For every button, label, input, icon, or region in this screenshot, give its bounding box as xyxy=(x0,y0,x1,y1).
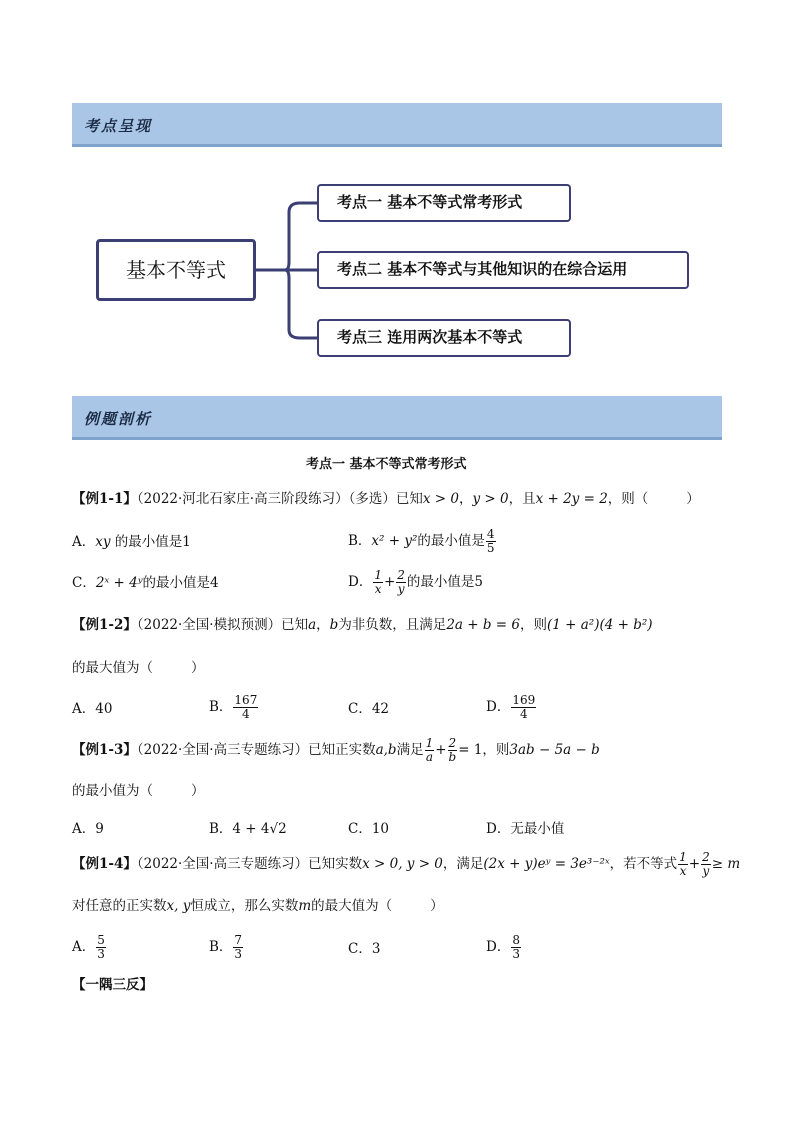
text: ，则 xyxy=(519,617,547,633)
section-banner-liti xyxy=(72,396,722,440)
variable: m xyxy=(298,898,312,914)
condition: x > 0, y > 0 xyxy=(362,856,443,872)
example-source: （2022·全国·高三专题练习）已知实数 xyxy=(136,856,363,872)
example-source: （2022·全国·模拟预测）已知 xyxy=(136,617,309,633)
option-label: C． xyxy=(72,575,96,591)
option-label: D． xyxy=(348,574,373,590)
fraction: $\frac{167}{4}$ xyxy=(234,693,258,721)
option-b xyxy=(348,526,497,556)
example-1-2 xyxy=(72,616,653,634)
text: 的最小值为（ xyxy=(72,783,153,799)
example-source: （2022·全国·高三专题练习）已知正实数 xyxy=(136,742,376,758)
option-b: B．4 + 4√2 xyxy=(209,821,287,837)
condition: x + 2y = 2 xyxy=(535,491,608,507)
text: 满足 xyxy=(396,742,424,758)
mindmap-node-3: 考点三 连用两次基本不等式 xyxy=(317,319,571,357)
example-source: （2022·河北石家庄·高三阶段练习）（多选）已知 xyxy=(136,491,423,507)
option-label: A． xyxy=(72,534,96,550)
text: ，则 xyxy=(482,742,510,758)
condition: y > 0 xyxy=(472,491,509,507)
mindmap-root: 基本不等式 xyxy=(96,239,256,301)
option-d: D． $\frac{1}{x}$ + $\frac{2}{y}$ 的最小值是5 xyxy=(348,568,484,596)
fraction: $\frac{1}{x}$ xyxy=(374,568,382,596)
option-expr: xy xyxy=(95,534,111,550)
fraction: $\frac{7}{3}$ xyxy=(234,933,243,961)
option-text: 的最小值是5 xyxy=(406,574,484,590)
option-b: B． $\frac{167}{4}$ xyxy=(209,693,258,721)
option-c xyxy=(72,574,219,592)
text: ） xyxy=(430,898,444,914)
fraction: $\frac{2}{y}$ xyxy=(397,568,405,596)
option-a xyxy=(72,533,191,551)
variable: a,b xyxy=(375,742,397,758)
example-label: 【例1-2】 xyxy=(72,617,137,633)
example-1-3: 【例1-3】（2022·全国·高三专题练习）已知正实数a,b满足 $\frac{1}{a}$ + $\frac{2}{b}$ = 1，则3ab − 5a − b xyxy=(72,736,600,764)
text: ） xyxy=(191,660,205,676)
text: ，且 xyxy=(508,491,536,507)
option-c: C．3 xyxy=(348,941,381,957)
option-a: A．9 xyxy=(72,821,104,837)
fraction: $\frac{169}{4}$ xyxy=(512,693,536,721)
text: ， xyxy=(316,617,330,633)
variable: x, y xyxy=(166,898,191,914)
example-1-1: 【例1-1】（2022·河北石家庄·高三阶段练习）（多选）已知x > 0，y > 0，且x + 2y = 2，则（ ） xyxy=(72,491,700,507)
option-c: C．10 xyxy=(348,821,390,837)
expression: (1 + a²)(4 + b²) xyxy=(546,617,653,633)
example-label: 【例1-3】 xyxy=(72,742,137,758)
option-a: A． $\frac{5}{3}$ xyxy=(72,933,105,961)
fraction: $\frac{8}{3}$ xyxy=(512,933,520,961)
subsection-heading: 考点一 基本不等式常考形式 xyxy=(306,457,467,472)
option-d: D． $\frac{169}{4}$ xyxy=(486,693,536,721)
option-c: C．42 xyxy=(348,701,390,717)
variable: a xyxy=(308,617,317,633)
option-a: A．40 xyxy=(72,701,113,717)
mindmap-node-2: 考点二 基本不等式与其他知识的在综合运用 xyxy=(317,251,689,289)
text: 的最大值为（ xyxy=(311,898,393,914)
fraction: $\frac{1}{a}$ xyxy=(425,736,434,764)
mindmap-node-1: 考点一 基本不等式常考形式 xyxy=(317,184,571,222)
fraction: $\frac{2}{y}$ xyxy=(702,850,710,878)
fraction: $\frac{5}{3}$ xyxy=(97,933,105,961)
text: ，满足 xyxy=(442,856,484,872)
text: ，则（ xyxy=(607,491,649,507)
variable: b xyxy=(329,617,339,633)
option-b: B． $\frac{7}{3}$ xyxy=(209,933,243,961)
equation: (2x + y)eʸ = 3e³⁻²ˣ xyxy=(483,856,610,872)
condition: x > 0 xyxy=(422,491,459,507)
option-d: D．无最小值 xyxy=(486,821,565,837)
example-1-3-line2 xyxy=(72,782,205,800)
option-label: B． xyxy=(348,533,372,549)
option-text: 的最小值是1 xyxy=(110,534,191,550)
section-title-kaodian: 考点呈现 xyxy=(84,117,153,135)
text: 的最大值为（ xyxy=(72,660,153,676)
text: ，若不等式 xyxy=(609,856,678,872)
expression: 3ab − 5a − b xyxy=(509,742,600,758)
fraction: $\frac{1}{x}$ xyxy=(679,850,687,878)
text: ） xyxy=(686,491,700,507)
text: 为非负数，且满足 xyxy=(338,617,447,633)
option-text: 的最小值是4 xyxy=(142,575,219,591)
text: 恒成立，那么实数 xyxy=(190,898,299,914)
option-expr: 2ˣ + 4ʸ xyxy=(95,575,143,591)
condition: 2a + b = 6 xyxy=(446,617,520,633)
text: ） xyxy=(191,783,205,799)
fraction: $\frac{4}{5}$ xyxy=(486,527,495,555)
text: 对任意的正实数 xyxy=(72,898,167,914)
example-label: 【例1-4】 xyxy=(72,856,137,872)
section-title-liti: 例题剖析 xyxy=(84,410,153,428)
option-expr: x² + y² xyxy=(371,533,418,549)
example-label: 【例1-1】 xyxy=(72,491,137,507)
example-1-2-line2 xyxy=(72,659,205,677)
yijusanfan-heading: 【一隅三反】 xyxy=(72,977,153,993)
option-text: 的最小值是 xyxy=(417,533,485,549)
fraction: $\frac{2}{b}$ xyxy=(448,736,457,764)
example-1-4-line2 xyxy=(72,897,444,915)
example-1-4: 【例1-4】（2022·全国·高三专题练习）已知实数x > 0, y > 0，满足(2x + y)eʸ = 3e³⁻²ˣ，若不等式 $\frac{1}{x}$ + $\frac{2}{y}$ ≥ m xyxy=(72,850,741,878)
option-d: D． $\frac{8}{3}$ xyxy=(486,933,520,961)
